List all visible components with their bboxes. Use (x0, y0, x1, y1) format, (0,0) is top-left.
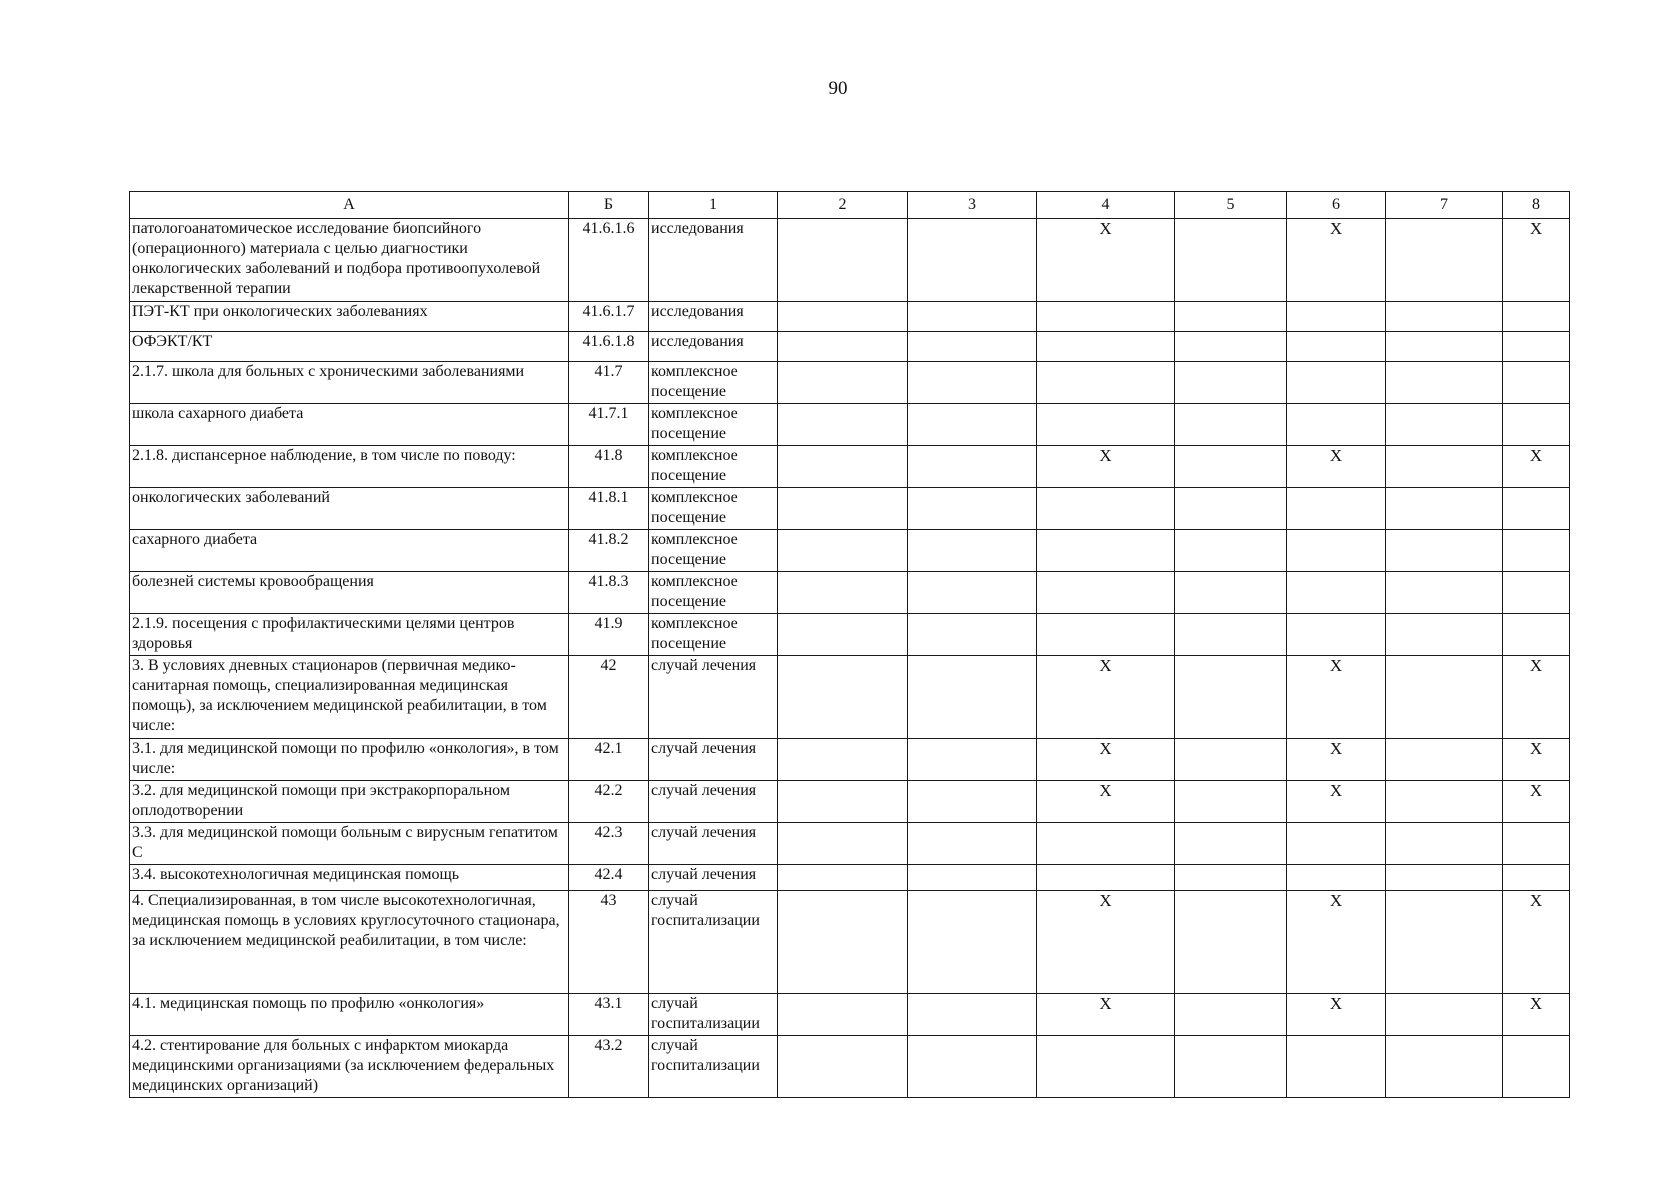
value-cell (908, 865, 1037, 891)
value-cell (778, 781, 908, 823)
row-unit: исследования (649, 302, 778, 332)
row-name: 3.4. высокотехнологичная медицинская помощь (130, 865, 569, 891)
row-unit: комплексное посещение (649, 614, 778, 656)
x-mark: X (1037, 656, 1175, 739)
row-code: 41.6.1.8 (569, 332, 649, 362)
row-unit: комплексное посещение (649, 572, 778, 614)
row-name: 4.2. стентирование для больных с инфарктом миокарда медицинскими организациями (за исключением федеральных медицинских организаций) (130, 1036, 569, 1098)
table-row (130, 362, 1570, 404)
row-code: 41.7.1 (569, 404, 649, 446)
value-cell (1175, 1036, 1287, 1098)
value-cell (1287, 572, 1386, 614)
value-cell (908, 891, 1037, 994)
value-cell (1175, 219, 1287, 302)
value-cell (1175, 781, 1287, 823)
x-mark: X (1503, 219, 1570, 302)
value-cell (778, 572, 908, 614)
value-cell (1037, 1036, 1175, 1098)
table-row (130, 302, 1570, 332)
x-mark: X (1287, 994, 1386, 1036)
x-mark: X (1287, 656, 1386, 739)
table-row (130, 781, 1570, 823)
value-cell (908, 656, 1037, 739)
row-name: онкологических заболеваний (130, 488, 569, 530)
value-cell (1037, 614, 1175, 656)
value-cell (908, 332, 1037, 362)
value-cell (778, 302, 908, 332)
value-cell (1386, 219, 1503, 302)
value-cell (1503, 362, 1570, 404)
value-cell (778, 614, 908, 656)
row-unit: случай лечения (649, 865, 778, 891)
row-name: ОФЭКТ/КТ (130, 332, 569, 362)
column-header: 2 (778, 192, 908, 219)
row-name: 3.2. для медицинской помощи при экстракорпоральном оплодотворении (130, 781, 569, 823)
value-cell (1386, 572, 1503, 614)
row-name: 2.1.9. посещения с профилактическими целями центров здоровья (130, 614, 569, 656)
value-cell (1503, 823, 1570, 865)
row-code: 41.8.1 (569, 488, 649, 530)
value-cell (1503, 302, 1570, 332)
value-cell (1386, 614, 1503, 656)
value-cell (1503, 865, 1570, 891)
value-cell (1503, 404, 1570, 446)
value-cell (1175, 572, 1287, 614)
value-cell (1386, 656, 1503, 739)
row-unit: случай лечения (649, 823, 778, 865)
row-unit: случай лечения (649, 656, 778, 739)
value-cell (1287, 530, 1386, 572)
value-cell (908, 219, 1037, 302)
value-cell (1037, 865, 1175, 891)
row-name: 4.1. медицинская помощь по профилю «онкология» (130, 994, 569, 1036)
value-cell (1386, 404, 1503, 446)
x-mark: X (1503, 656, 1570, 739)
row-name: 3.1. для медицинской помощи по профилю «онкология», в том числе: (130, 739, 569, 781)
row-code: 41.8 (569, 446, 649, 488)
page-number: 90 (828, 78, 848, 99)
column-header: Б (569, 192, 649, 219)
column-header: 4 (1037, 192, 1175, 219)
value-cell (1287, 614, 1386, 656)
value-cell (778, 488, 908, 530)
value-cell (1037, 404, 1175, 446)
value-cell (1386, 446, 1503, 488)
value-cell (908, 362, 1037, 404)
value-cell (1175, 656, 1287, 739)
row-unit: случай госпитализации (649, 891, 778, 994)
value-cell (1386, 302, 1503, 332)
x-mark: X (1037, 781, 1175, 823)
value-cell (1175, 739, 1287, 781)
value-cell (1386, 781, 1503, 823)
value-cell (1386, 1036, 1503, 1098)
column-header: 7 (1386, 192, 1503, 219)
x-mark: X (1503, 446, 1570, 488)
row-unit: случай госпитализации (649, 994, 778, 1036)
row-name: патологоанатомическое исследование биопсийного (операционного) материала с целью диагностики онкологических заболеваний и подбора противоопухолевой лекарственной терапии (130, 219, 569, 302)
value-cell (1503, 614, 1570, 656)
value-cell (1175, 530, 1287, 572)
x-mark: X (1037, 446, 1175, 488)
x-mark: X (1503, 739, 1570, 781)
value-cell (1175, 404, 1287, 446)
value-cell (908, 781, 1037, 823)
column-header: 1 (649, 192, 778, 219)
row-code: 43 (569, 891, 649, 994)
value-cell (1287, 362, 1386, 404)
table-row (130, 404, 1570, 446)
table-row (130, 865, 1570, 891)
row-unit: исследования (649, 219, 778, 302)
header-row (130, 192, 1570, 219)
value-cell (1287, 488, 1386, 530)
x-mark: X (1287, 219, 1386, 302)
column-header: А (130, 192, 569, 219)
value-cell (1175, 446, 1287, 488)
row-code: 41.6.1.6 (569, 219, 649, 302)
value-cell (778, 865, 908, 891)
row-unit: комплексное посещение (649, 404, 778, 446)
value-cell (778, 332, 908, 362)
table-row (130, 219, 1570, 302)
value-cell (1503, 1036, 1570, 1098)
row-code: 41.8.3 (569, 572, 649, 614)
row-unit: исследования (649, 332, 778, 362)
column-header: 5 (1175, 192, 1287, 219)
value-cell (1287, 865, 1386, 891)
value-cell (1503, 332, 1570, 362)
table-row (130, 656, 1570, 739)
table-row (130, 488, 1570, 530)
value-cell (1386, 362, 1503, 404)
value-cell (1175, 488, 1287, 530)
row-code: 42.4 (569, 865, 649, 891)
value-cell (1175, 865, 1287, 891)
value-cell (778, 823, 908, 865)
value-cell (778, 994, 908, 1036)
value-cell (1287, 1036, 1386, 1098)
value-cell (1287, 302, 1386, 332)
x-mark: X (1503, 994, 1570, 1036)
table-row (130, 1036, 1570, 1098)
value-cell (1386, 488, 1503, 530)
value-cell (778, 219, 908, 302)
row-code: 43.2 (569, 1036, 649, 1098)
row-code: 42.2 (569, 781, 649, 823)
x-mark: X (1287, 781, 1386, 823)
row-name: 3.3. для медицинской помощи больным с вирусным гепатитом С (130, 823, 569, 865)
value-cell (1037, 823, 1175, 865)
row-name: 2.1.7. школа для больных с хроническими заболеваниями (130, 362, 569, 404)
row-code: 41.9 (569, 614, 649, 656)
table-row (130, 891, 1570, 994)
value-cell (1175, 302, 1287, 332)
x-mark: X (1037, 994, 1175, 1036)
value-cell (908, 614, 1037, 656)
row-name: школа сахарного диабета (130, 404, 569, 446)
x-mark: X (1287, 739, 1386, 781)
value-cell (1386, 823, 1503, 865)
value-cell (1037, 362, 1175, 404)
value-cell (1287, 404, 1386, 446)
value-cell (1175, 994, 1287, 1036)
x-mark: X (1037, 739, 1175, 781)
row-unit: комплексное посещение (649, 362, 778, 404)
value-cell (1037, 302, 1175, 332)
value-cell (908, 739, 1037, 781)
row-code: 41.7 (569, 362, 649, 404)
value-cell (1503, 572, 1570, 614)
row-name: болезней системы кровообращения (130, 572, 569, 614)
row-code: 41.6.1.7 (569, 302, 649, 332)
row-unit: комплексное посещение (649, 488, 778, 530)
value-cell (1175, 332, 1287, 362)
value-cell (1386, 994, 1503, 1036)
value-cell (778, 891, 908, 994)
table-row (130, 994, 1570, 1036)
value-cell (778, 1036, 908, 1098)
table-row (130, 332, 1570, 362)
value-cell (908, 994, 1037, 1036)
column-header: 3 (908, 192, 1037, 219)
value-cell (908, 1036, 1037, 1098)
x-mark: X (1287, 446, 1386, 488)
row-code: 42.1 (569, 739, 649, 781)
row-unit: случай лечения (649, 739, 778, 781)
value-cell (1175, 362, 1287, 404)
value-cell (1386, 891, 1503, 994)
x-mark: X (1037, 219, 1175, 302)
value-cell (908, 302, 1037, 332)
column-header: 8 (1503, 192, 1570, 219)
value-cell (1503, 488, 1570, 530)
value-cell (778, 739, 908, 781)
value-cell (1386, 332, 1503, 362)
table-row (130, 614, 1570, 656)
value-cell (1287, 332, 1386, 362)
x-mark: X (1037, 891, 1175, 994)
value-cell (908, 530, 1037, 572)
row-unit: комплексное посещение (649, 446, 778, 488)
value-cell (908, 404, 1037, 446)
value-cell (908, 572, 1037, 614)
value-cell (778, 656, 908, 739)
value-cell (1037, 488, 1175, 530)
value-cell (778, 404, 908, 446)
row-name: 2.1.8. диспансерное наблюдение, в том числе по поводу: (130, 446, 569, 488)
value-cell (908, 488, 1037, 530)
row-name: ПЭТ-КТ при онкологических заболеваниях (130, 302, 569, 332)
row-unit: случай госпитализации (649, 1036, 778, 1098)
row-code: 43.1 (569, 994, 649, 1036)
column-header: 6 (1287, 192, 1386, 219)
value-cell (1037, 530, 1175, 572)
table-row (130, 530, 1570, 572)
x-mark: X (1503, 781, 1570, 823)
value-cell (1175, 823, 1287, 865)
value-cell (908, 446, 1037, 488)
value-cell (1175, 891, 1287, 994)
row-name: сахарного диабета (130, 530, 569, 572)
value-cell (778, 530, 908, 572)
x-mark: X (1503, 891, 1570, 994)
row-code: 42.3 (569, 823, 649, 865)
row-code: 42 (569, 656, 649, 739)
value-cell (1386, 865, 1503, 891)
value-cell (778, 446, 908, 488)
value-cell (1287, 823, 1386, 865)
x-mark: X (1287, 891, 1386, 994)
row-unit: случай лечения (649, 781, 778, 823)
table-row (130, 739, 1570, 781)
value-cell (1386, 530, 1503, 572)
value-cell (1175, 614, 1287, 656)
value-cell (1386, 739, 1503, 781)
value-cell (1503, 530, 1570, 572)
value-cell (1037, 332, 1175, 362)
table-row (130, 823, 1570, 865)
row-unit: комплексное посещение (649, 530, 778, 572)
row-name: 3. В условиях дневных стационаров (первичная медико-санитарная помощь, специализированная медицинская помощь), за исключением медицинской реабилитации, в том числе: (130, 656, 569, 739)
value-cell (908, 823, 1037, 865)
data-table (129, 191, 1570, 1098)
value-cell (778, 362, 908, 404)
table-row (130, 446, 1570, 488)
row-code: 41.8.2 (569, 530, 649, 572)
row-name: 4. Специализированная, в том числе высокотехнологичная, медицинская помощь в условиях круглосуточного стационара, за исключением медицинской реабилитации, в том числе: (130, 891, 569, 994)
value-cell (1037, 572, 1175, 614)
table-row (130, 572, 1570, 614)
